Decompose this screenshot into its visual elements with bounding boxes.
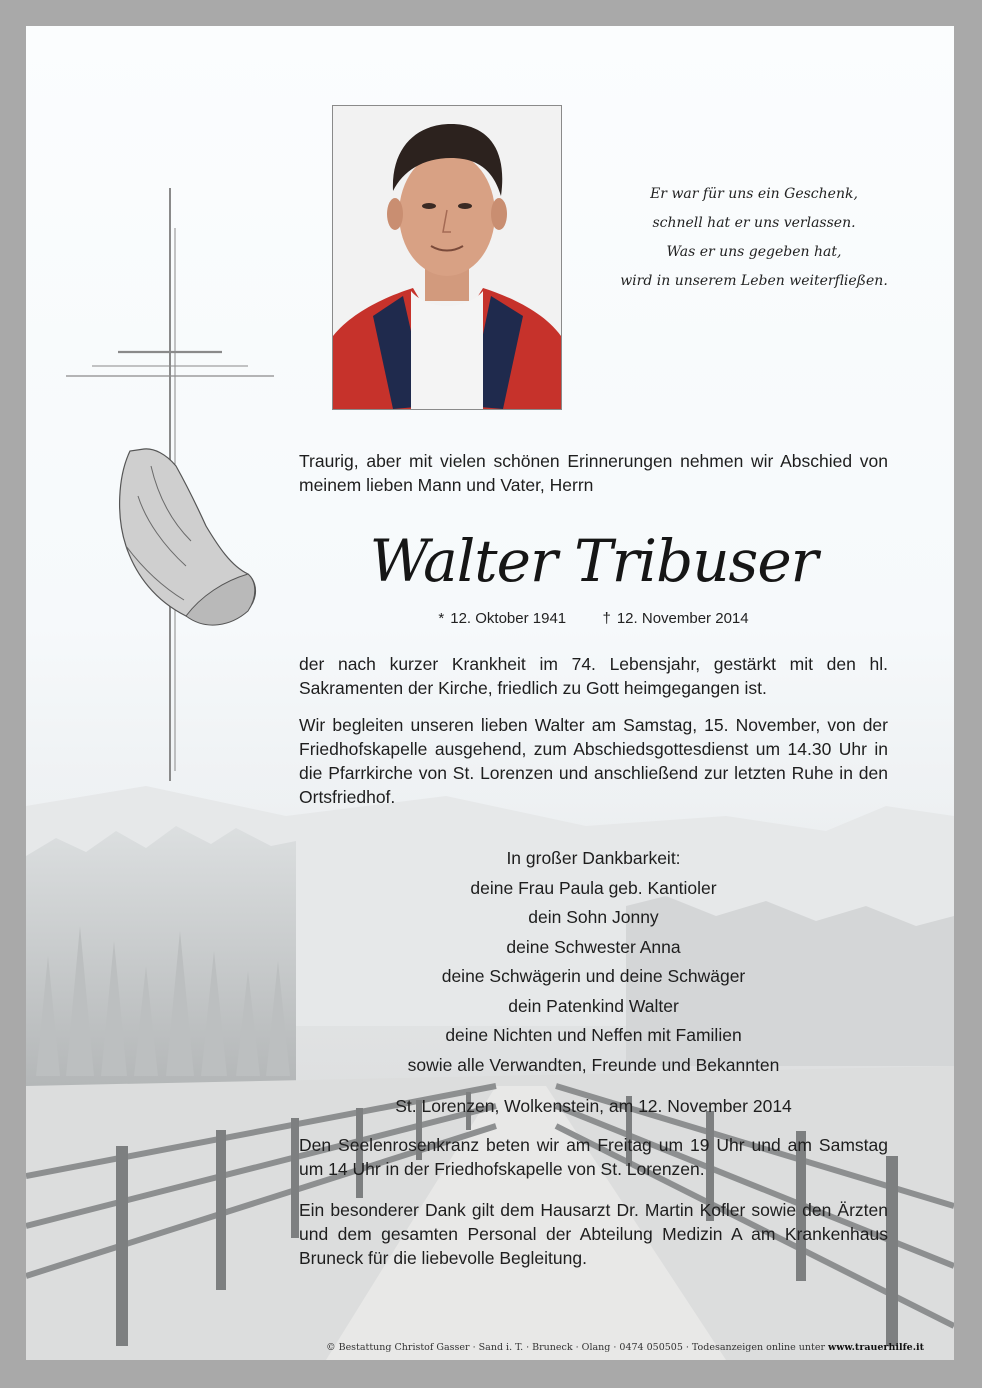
cross-with-praying-hands — [26, 26, 326, 826]
mourner-line: deine Schwägerin und deine Schwäger — [441, 966, 746, 986]
intro-text: Traurig, aber mit vielen schönen Erinnerungen nehmen wir Abschied von meinem lieben Mann und Vater, Herrn — [299, 451, 888, 495]
mourner-line: dein Patenkind Walter — [508, 995, 679, 1016]
life-dates — [299, 610, 888, 627]
deceased-name: Walter Tribuser — [369, 527, 818, 595]
mourner-line: dein Sohn Jonny — [528, 907, 659, 927]
paragraph-thanks: Ein besonderer Dank gilt dem Hausarzt Dr. Martin Kofler sowie den Ärzten und dem gesamten Personal der Abteilung Medizin A am Krankenhaus Bruneck für die liebevolle Begleitung. — [299, 1200, 888, 1268]
quote-line: Er war für uns ein Geschenk, — [650, 186, 858, 202]
mourner-line: deine Nichten und Neffen mit Familien — [445, 1025, 742, 1045]
death-date: 12. November 2014 — [616, 610, 749, 627]
footer-credit — [26, 1342, 924, 1353]
portrait-image — [333, 106, 561, 409]
quote — [574, 180, 934, 296]
birth-symbol: * — [438, 610, 445, 627]
mourner-line: deine Frau Paula geb. Kantioler — [470, 877, 717, 898]
death-symbol: † — [602, 610, 611, 627]
paragraph-passing: der nach kurzer Krankheit im 74. Lebensjahr, gestärkt mit den hl. Sakramenten der Kirche, friedlich zu Gott heimgegangen ist. — [299, 654, 888, 698]
quote-line: wird in unserem Leben weiterfließen. — [620, 273, 888, 289]
portrait-photo — [332, 105, 562, 410]
footer-text: © Bestattung Christof Gasser · Sand i. T. · Bruneck · Olang · 0474 050505 · Todesanzeigen online unter — [326, 1342, 826, 1353]
mourners-heading: In großer Dankbarkeit: — [506, 848, 681, 868]
mourner-line: deine Schwester Anna — [506, 936, 681, 957]
quote-line: schnell hat er uns verlassen. — [652, 215, 856, 231]
praying-hands-icon — [120, 449, 256, 625]
place-and-date: St. Lorenzen, Wolkenstein, am 12. November 2014 — [395, 1096, 792, 1116]
footer-url-link[interactable]: www.trauerhilfe.it — [828, 1342, 924, 1353]
mourner-line: sowie alle Verwandten, Freunde und Bekannten — [407, 1054, 780, 1075]
birth-date: 12. Oktober 1941 — [450, 610, 567, 627]
obituary-card — [26, 26, 954, 1360]
quote-line: Was er uns gegeben hat, — [666, 244, 842, 260]
paragraph-funeral: Wir begleiten unseren lieben Walter am Samstag, 15. November, von der Friedhofskapelle ausgehend, zum Abschiedsgottesdienst um 14.30 Uhr in die Pfarrkirche von St. Lorenzen und anschließend zur letzten Ruhe in den Ortsfriedhof. — [299, 715, 888, 807]
paragraph-rosary: Den Seelenrosenkranz beten wir am Freitag um 19 Uhr und am Samstag um 14 Uhr in der Friedhofskapelle von St. Lorenzen. — [299, 1135, 888, 1179]
mourners-list — [299, 844, 888, 1080]
